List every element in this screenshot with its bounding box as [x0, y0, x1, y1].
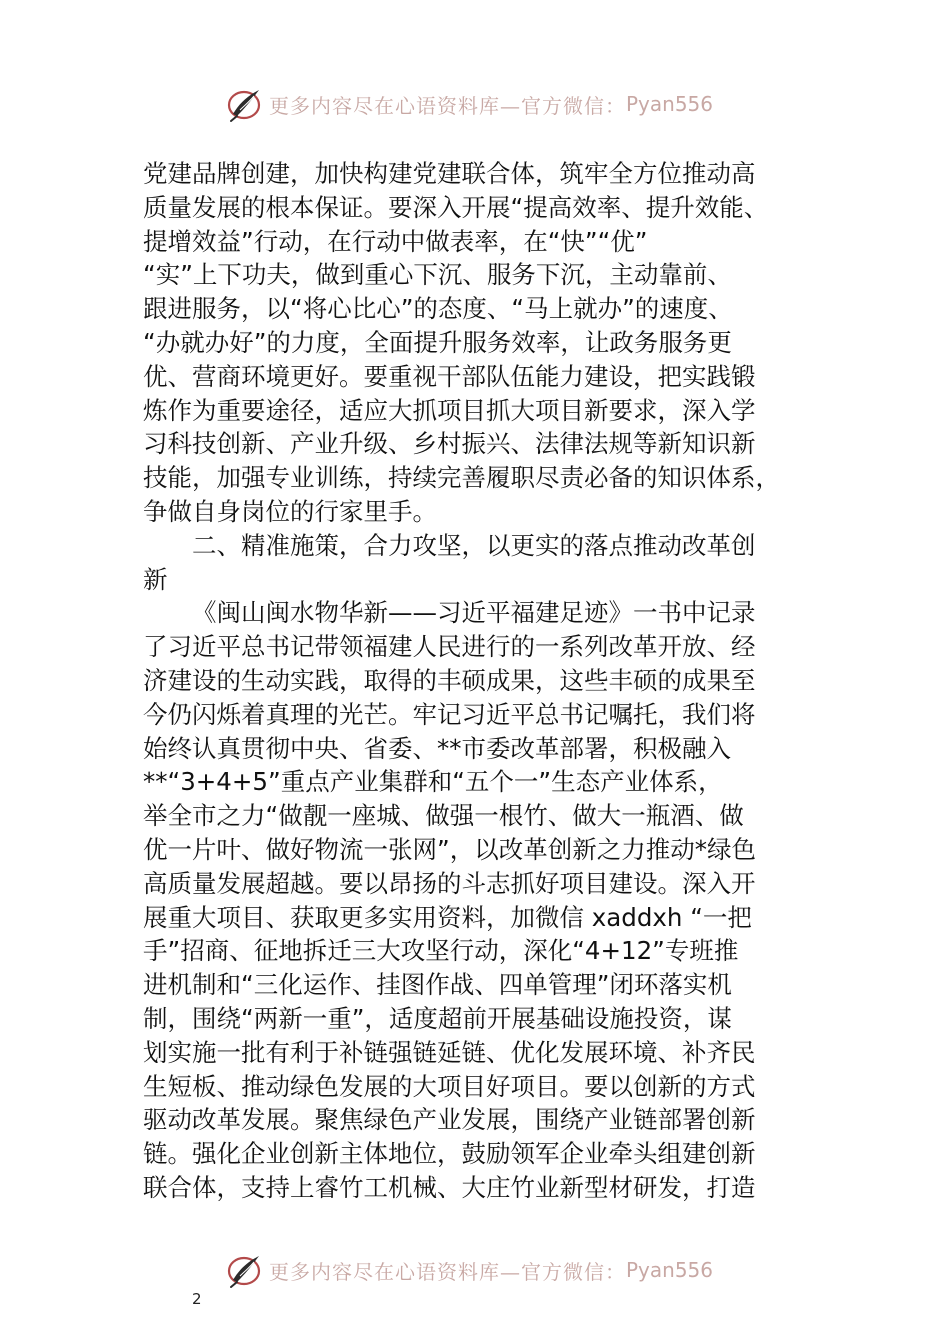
body-line: 链。强化企业创新主体地位，鼓励领军企业牵头组建创新 [143, 1139, 756, 1169]
page-number: 2 [192, 1290, 202, 1308]
body-line: 联合体，支持上睿竹工机械、大庄竹业新型材研发，打造 [143, 1172, 756, 1202]
body-line: 举全市之力“做靓一座城、做强一根竹、做大一瓶酒、做 [143, 801, 744, 831]
body-line: 驱动改革发展。聚焦绿色产业发展，围绕产业链部署创新 [143, 1105, 756, 1135]
body-line: 生短板、推动绿色发展的大项目好项目。要以创新的方式 [143, 1071, 756, 1101]
body-line: 始终认真贯彻中央、省委、**市委改革部署，积极融入 [143, 733, 731, 763]
body-line: **“3+4+5”重点产业集群和“五个一”生态产业体系， [143, 767, 723, 797]
body-line: 跟进服务，以“将心比心”的态度、“马上就办”的速度、 [143, 294, 733, 324]
body-line: 习科技创新、产业升级、乡村振兴、法律法规等新知识新 [143, 429, 756, 459]
body-line: “实”上下功夫，做到重心下沉、服务下沉，主动靠前、 [143, 260, 732, 290]
footer-watermark-banner [225, 1248, 713, 1292]
footer-watermark-text: 更多内容尽在心语资料库—官方微信： [269, 1259, 626, 1284]
body-line: 制，围绕“两新一重”，适度超前开展基础设施投资，谋 [143, 1003, 732, 1033]
body-line: 优、营商环境更好。要重视干部队伍能力建设，把实践锻 [143, 361, 756, 391]
pen-quill-logo-icon [225, 1250, 265, 1290]
body-line: 了习近平总书记带领福建人民进行的一系列改革开放、经 [143, 632, 756, 662]
body-line: “办就办好”的力度，全面提升服务效率，让政务服务更 [143, 327, 732, 357]
footer-watermark-handle: Pyan556 [626, 1258, 714, 1282]
body-line: 《闽山闽水物华新——习近平福建足迹》一书中记录 [192, 598, 756, 628]
header-watermark-text: 更多内容尽在心语资料库—官方微信： [269, 93, 626, 118]
body-line: 高质量发展超越。要以昂扬的斗志抓好项目建设。深入开 [143, 868, 756, 898]
body-line: 今仍闪烁着真理的光芒。牢记习近平总书记嘱托，我们将 [143, 699, 756, 729]
section-heading-line: 新 [143, 564, 168, 594]
body-line: 展重大项目、获取更多实用资料，加微信 xaddxh “一把 [143, 902, 752, 932]
body-line: 济建设的生动实践，取得的丰硕成果，这些丰硕的成果至 [143, 665, 756, 695]
section-heading-line: 二、精准施策，合力攻坚，以更实的落点推动改革创 [192, 530, 756, 560]
body-line: 优一片叶、做好物流一张网”，以改革创新之力推动*绿色 [143, 834, 756, 864]
body-line: 党建品牌创建，加快构建党建联合体，筑牢全方位推动高 [143, 159, 756, 188]
body-line: 手”招商、征地拆迁三大攻坚行动，深化“4+12”专班推 [143, 936, 739, 966]
pen-quill-logo-icon [225, 84, 265, 124]
header-watermark-banner [225, 82, 713, 126]
body-line: 争做自身岗位的行家里手。 [143, 496, 437, 526]
body-line: 技能，加强专业训练，持续完善履职尽责必备的知识体系， [143, 463, 780, 493]
document-body [143, 157, 808, 1205]
header-watermark-handle: Pyan556 [626, 92, 714, 116]
body-line: 进机制和“三化运作、挂图作战、四单管理”闭环落实机 [143, 970, 732, 1000]
body-line: 提增效益”行动，在行动中做表率，在“快”“优” [143, 226, 648, 256]
body-line: 划实施一批有利于补链强链延链、优化发展环境、补齐民 [143, 1037, 756, 1067]
body-line: 炼作为重要途径，适应大抓项目抓大项目新要求，深入学 [143, 395, 756, 425]
body-line: 质量发展的根本保证。要深入开展“提高效率、提升效能、 [143, 192, 769, 222]
